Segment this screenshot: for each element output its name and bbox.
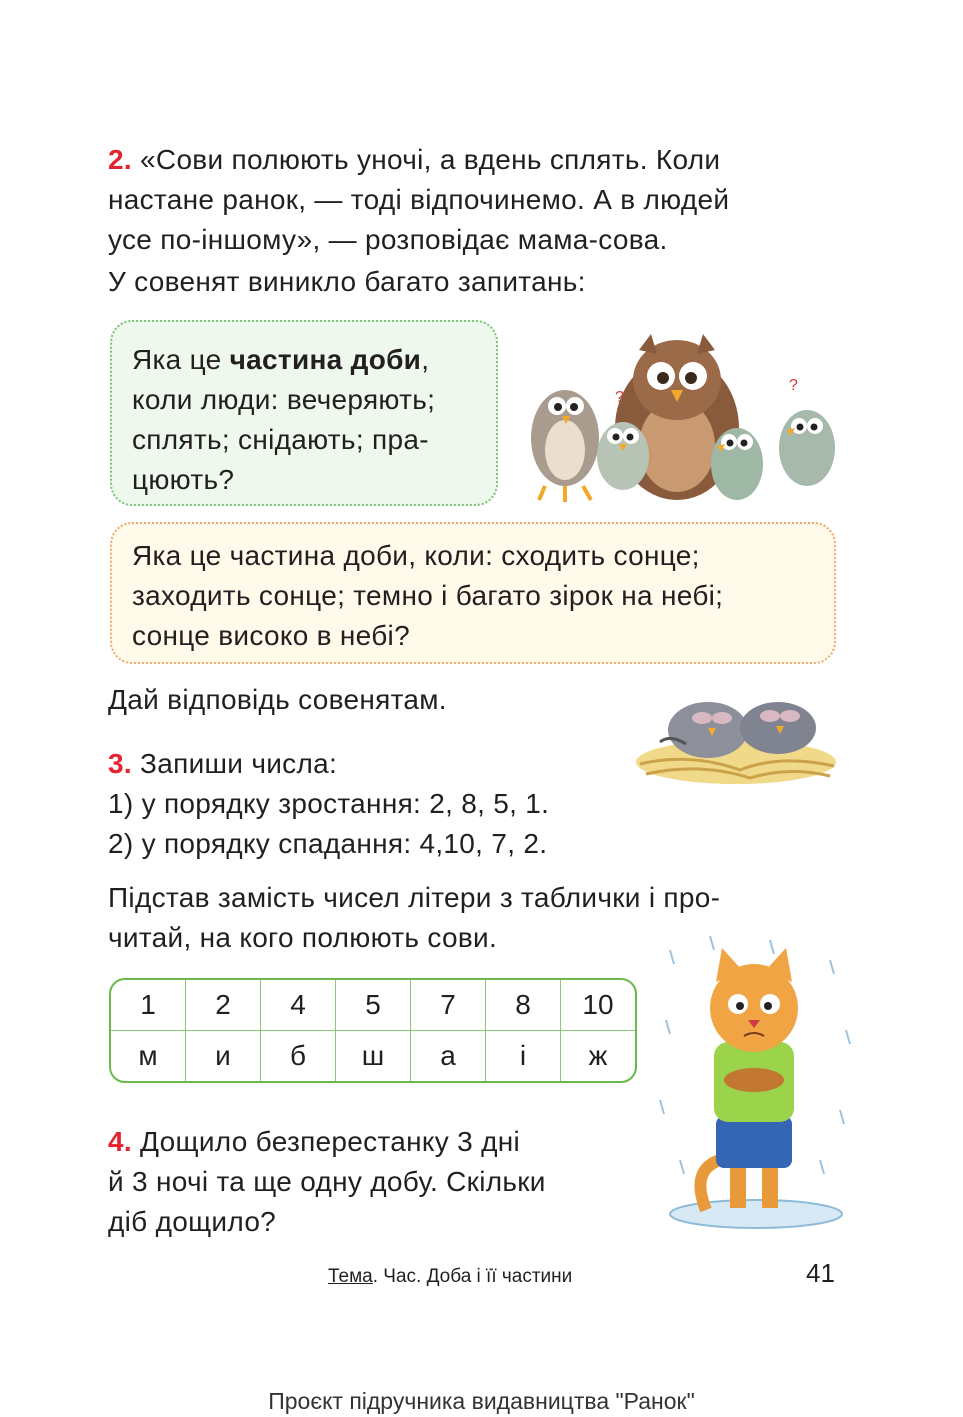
task3-instruction: [108, 878, 720, 958]
topic-label: Тема: [328, 1266, 373, 1287]
table-row-numbers: [111, 980, 635, 1031]
question-bubble-yellow: [110, 522, 836, 664]
task4-line-1: 4. Дощило безперестанку 3 дні: [108, 1126, 521, 1157]
yellow-bubble-line-3: сонце високо в небі?: [132, 620, 410, 651]
green-bubble-line-2: коли люди: вечеряють;: [132, 384, 436, 415]
svg-text:?: ?: [615, 389, 624, 406]
task2-text: [108, 140, 729, 260]
table-cell: 7: [411, 980, 486, 1031]
table-cell: а: [411, 1031, 486, 1081]
owl-family-illustration: [505, 318, 845, 510]
task4-number: 4.: [108, 1126, 132, 1157]
task3-instruction-line-1: Підстав замість чисел літери з таблички і про-: [108, 882, 721, 913]
table-row-letters: [111, 1031, 635, 1081]
table-cell: 1: [111, 980, 186, 1031]
yellow-bubble-line-1: Яка це частина доби, коли: сходить сонце;: [132, 540, 700, 571]
task3-number: 3.: [108, 748, 132, 779]
task3-title-line: 3. Запиши числа:: [108, 748, 338, 779]
task4-text: [108, 1122, 546, 1242]
table-cell: і: [486, 1031, 561, 1081]
answer-prompt: Дай відповідь совенятам.: [108, 684, 447, 715]
number-letter-table: [109, 978, 637, 1083]
table-cell: 8: [486, 980, 561, 1031]
table-cell: б: [261, 1031, 336, 1081]
task3-item-2: 2) у порядку спадання: 4,10, 7, 2.: [108, 828, 548, 859]
task2-line-2: настане ранок, — тоді відпочинемо. А в людей: [108, 184, 730, 215]
yellow-bubble-line-2: заходить сонце; темно і багато зірок на небі;: [132, 580, 724, 611]
table-cell: и: [186, 1031, 261, 1081]
page-number: 41: [806, 1258, 835, 1288]
green-bubble-line-3: сплять; снідають; пра-: [132, 424, 429, 455]
task2-number: 2.: [108, 144, 132, 175]
table-cell: 5: [336, 980, 411, 1031]
table-cell: ш: [336, 1031, 411, 1081]
task3-text: [108, 744, 549, 864]
task3-instruction-line-2: читай, на кого полюють сови.: [108, 922, 498, 953]
cat-in-rain-illustration: [650, 930, 862, 1230]
task3-item-1: 1) у порядку зростання: 2, 8, 5, 1.: [108, 788, 550, 819]
task2-line-3: усе по-іншому», — розповідає мама-сова.: [108, 224, 668, 255]
green-bubble-line-1: Яка це частина доби,: [132, 344, 430, 375]
sleeping-owlets-illustration: [630, 682, 842, 790]
table-cell: 10: [561, 980, 635, 1031]
question-bubble-green: [110, 320, 498, 506]
task2-intro: У совенят виникло багато запитань:: [108, 266, 586, 297]
green-bubble-line-4: цюють?: [132, 464, 235, 495]
table-cell: 4: [261, 980, 336, 1031]
task2-line-1: 2. «Сови полюють уночі, а вдень сплять. Коли: [108, 144, 721, 175]
task4-line-2: й 3 ночі та ще одну добу. Скільки: [108, 1166, 546, 1197]
page-topic: [328, 1266, 572, 1288]
task4-line-3: діб дощило?: [108, 1206, 277, 1237]
table-cell: ж: [588, 1040, 608, 1071]
publisher-note: Проєкт підручника видавництва "Ранок": [268, 1388, 695, 1414]
table-cell: 2: [186, 980, 261, 1031]
topic-text: . Час. Доба і її частини: [372, 1266, 573, 1287]
svg-text:?: ?: [789, 377, 798, 394]
table-cell: м: [111, 1031, 186, 1081]
